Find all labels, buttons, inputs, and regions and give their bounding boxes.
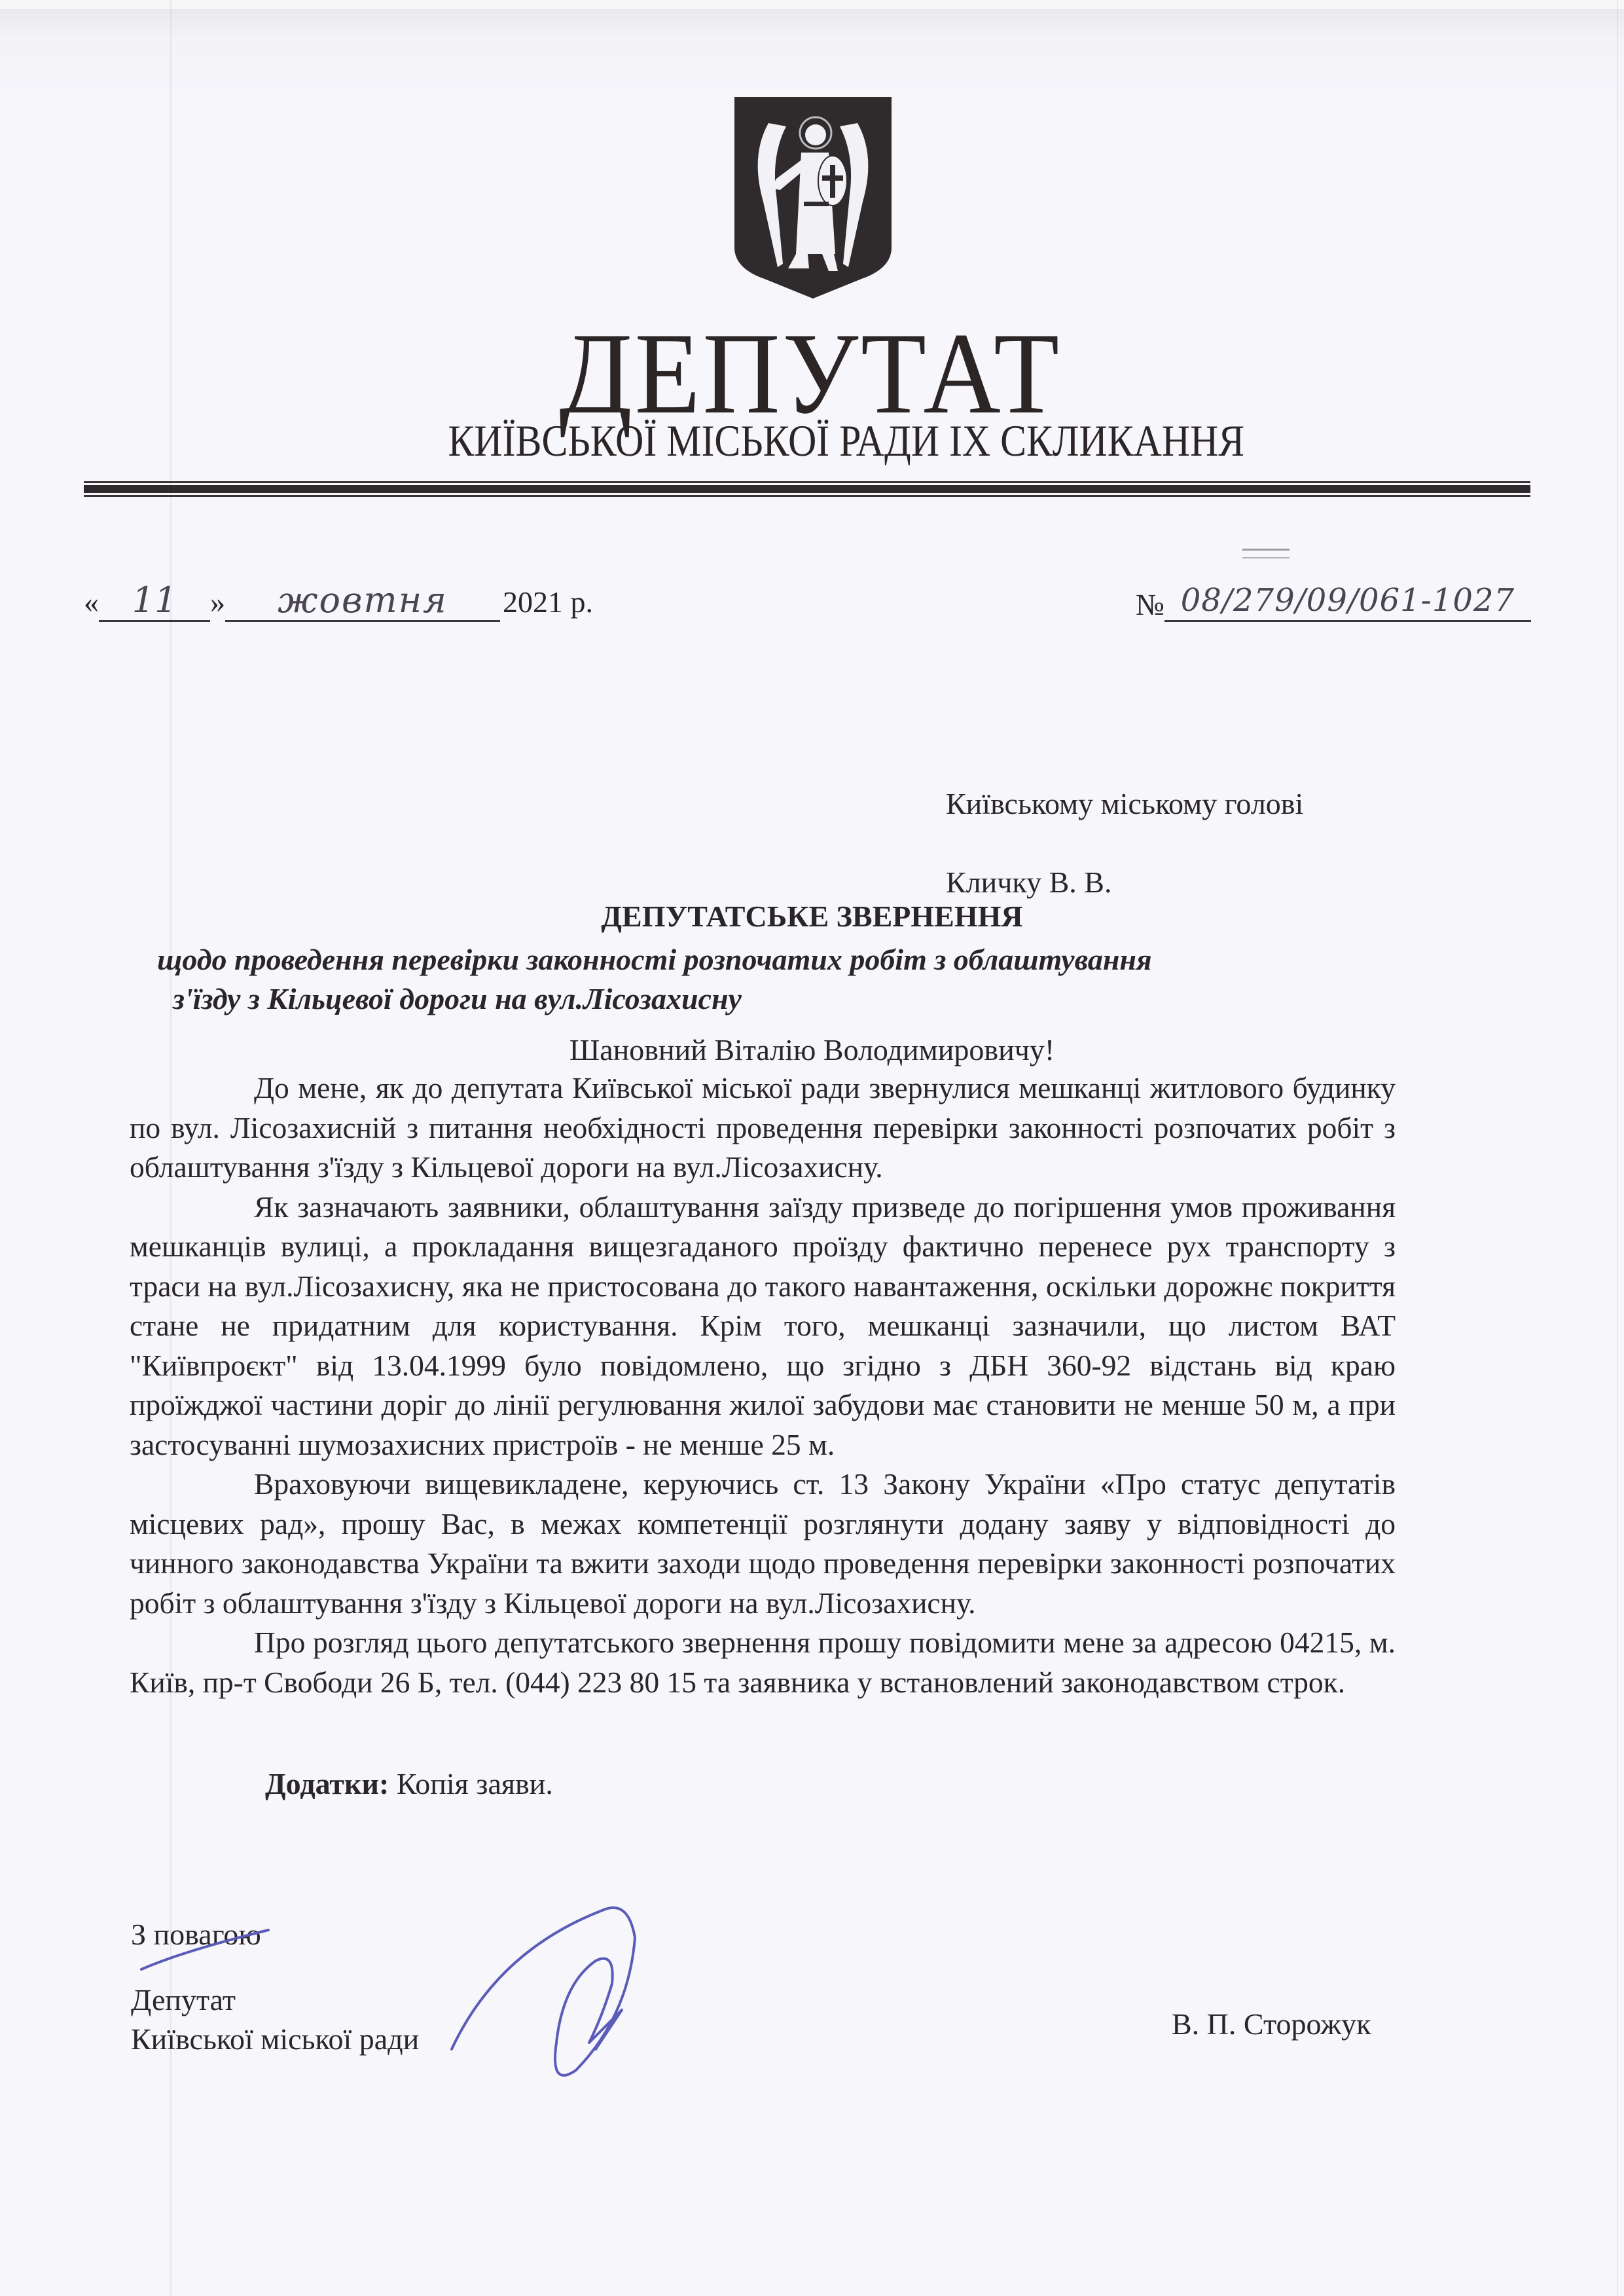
date-day-handwritten: 11	[99, 581, 210, 622]
date-close-quote: »	[210, 585, 225, 619]
document-subject	[157, 940, 1335, 1019]
body-paragraph: Про розгляд цього депутатського звернення прошу повідомити мене за адресою 04215, м. Київ, пр-т Свободи 26 Б, тел. (044) 223 80 15 та заявника у встановлений законодавством строк.	[130, 1626, 1396, 1699]
signer-position: Депутат	[131, 1983, 236, 2016]
number-label: №	[1136, 588, 1164, 621]
date-open-quote: «	[84, 585, 99, 619]
signer-organization: Київської міської ради	[131, 2022, 420, 2056]
letterhead-title: ДЕПУТАТ	[559, 308, 1062, 438]
salutation: Шановний Віталію Володимировичу!	[569, 1033, 1055, 1066]
date-year: 2021 р.	[503, 585, 593, 619]
kyiv-coat-of-arms-emblem	[731, 97, 895, 300]
body-paragraph: До мене, як до депутата Київської міської ради звернулися мешканці житлового будинку по вул. Лісозахисній з питання необхідності проведення перевірки законності розпочатих робіт з облаштування з'їзду з Кільцевої дороги на вул.Лісозахисну.	[130, 1071, 1396, 1184]
handwritten-signature	[105, 1899, 890, 2095]
letterhead-subtitle: КИЇВСЬКОЇ МІСЬКОЇ РАДИ IX СКЛИКАННЯ	[448, 416, 1245, 465]
letterhead-divider	[84, 481, 1530, 497]
addressee-line: Київському міському голові	[946, 787, 1304, 820]
date-month-handwritten: жовтня	[225, 581, 500, 622]
attachments-value: Копія заяви.	[389, 1767, 553, 1800]
addressee-line: Кличку В. В.	[946, 866, 1112, 899]
body-paragraph: Як зазначають заявники, облаштування заїзду призведе до погіршення умов проживання мешканців вулиці, а прокладання вищезгаданого проїзду фактично перенесе рух транспорту з траси на вул.Лісозахисну, яка не пристосована до такого навантаження, оскільки дорожнє покриття стане не придатним для користування. Крім того, мешканці зазначили, що листом ВАТ "Київпроєкт" від 13.04.1999 було повідомлено, що згідно з ДБН 360-92 відстань від краю проїжджої частини доріг до лінії регулювання жилої забудови має становити не менше 50 м, а при застосуванні шумозахисних пристроїв - не менше 25 м.	[130, 1190, 1396, 1461]
closing-phrase: З повагою	[131, 1918, 261, 1951]
letter-body	[130, 1068, 1396, 1702]
number-value-handwritten: 08/279/09/061-1027	[1164, 581, 1531, 622]
registration-mark	[1242, 549, 1290, 558]
attachments-label: Додатки:	[265, 1767, 389, 1800]
scan-streak	[1617, 0, 1618, 2296]
scan-edge	[0, 0, 1624, 9]
document-number	[1136, 576, 1531, 622]
subject-line: з'їзду з Кільцевої дороги на вул.Лісозахисну	[173, 982, 742, 1015]
document-title: ДЕПУТАТСЬКЕ ЗВЕРНЕННЯ	[601, 900, 1023, 933]
document-date	[84, 576, 593, 622]
signer-name: В. П. Сторожук	[1172, 2007, 1371, 2041]
attachments-line	[265, 1764, 553, 1804]
subject-line: щодо проведення перевірки законності розпочатих робіт з облаштування	[157, 943, 1152, 976]
body-paragraph: Враховуючи вищевикладене, керуючись ст. 13 Закону України «Про статус депутатів місцевих рад», прошу Вас, в межах компетенції розглянути додану заяву у відповідності до чинного законодавства України та вжити заходи щодо проведення перевірки законності розпочатих робіт з облаштування з'їзду з Кільцевої дороги на вул.Лісозахисну.	[130, 1467, 1396, 1620]
